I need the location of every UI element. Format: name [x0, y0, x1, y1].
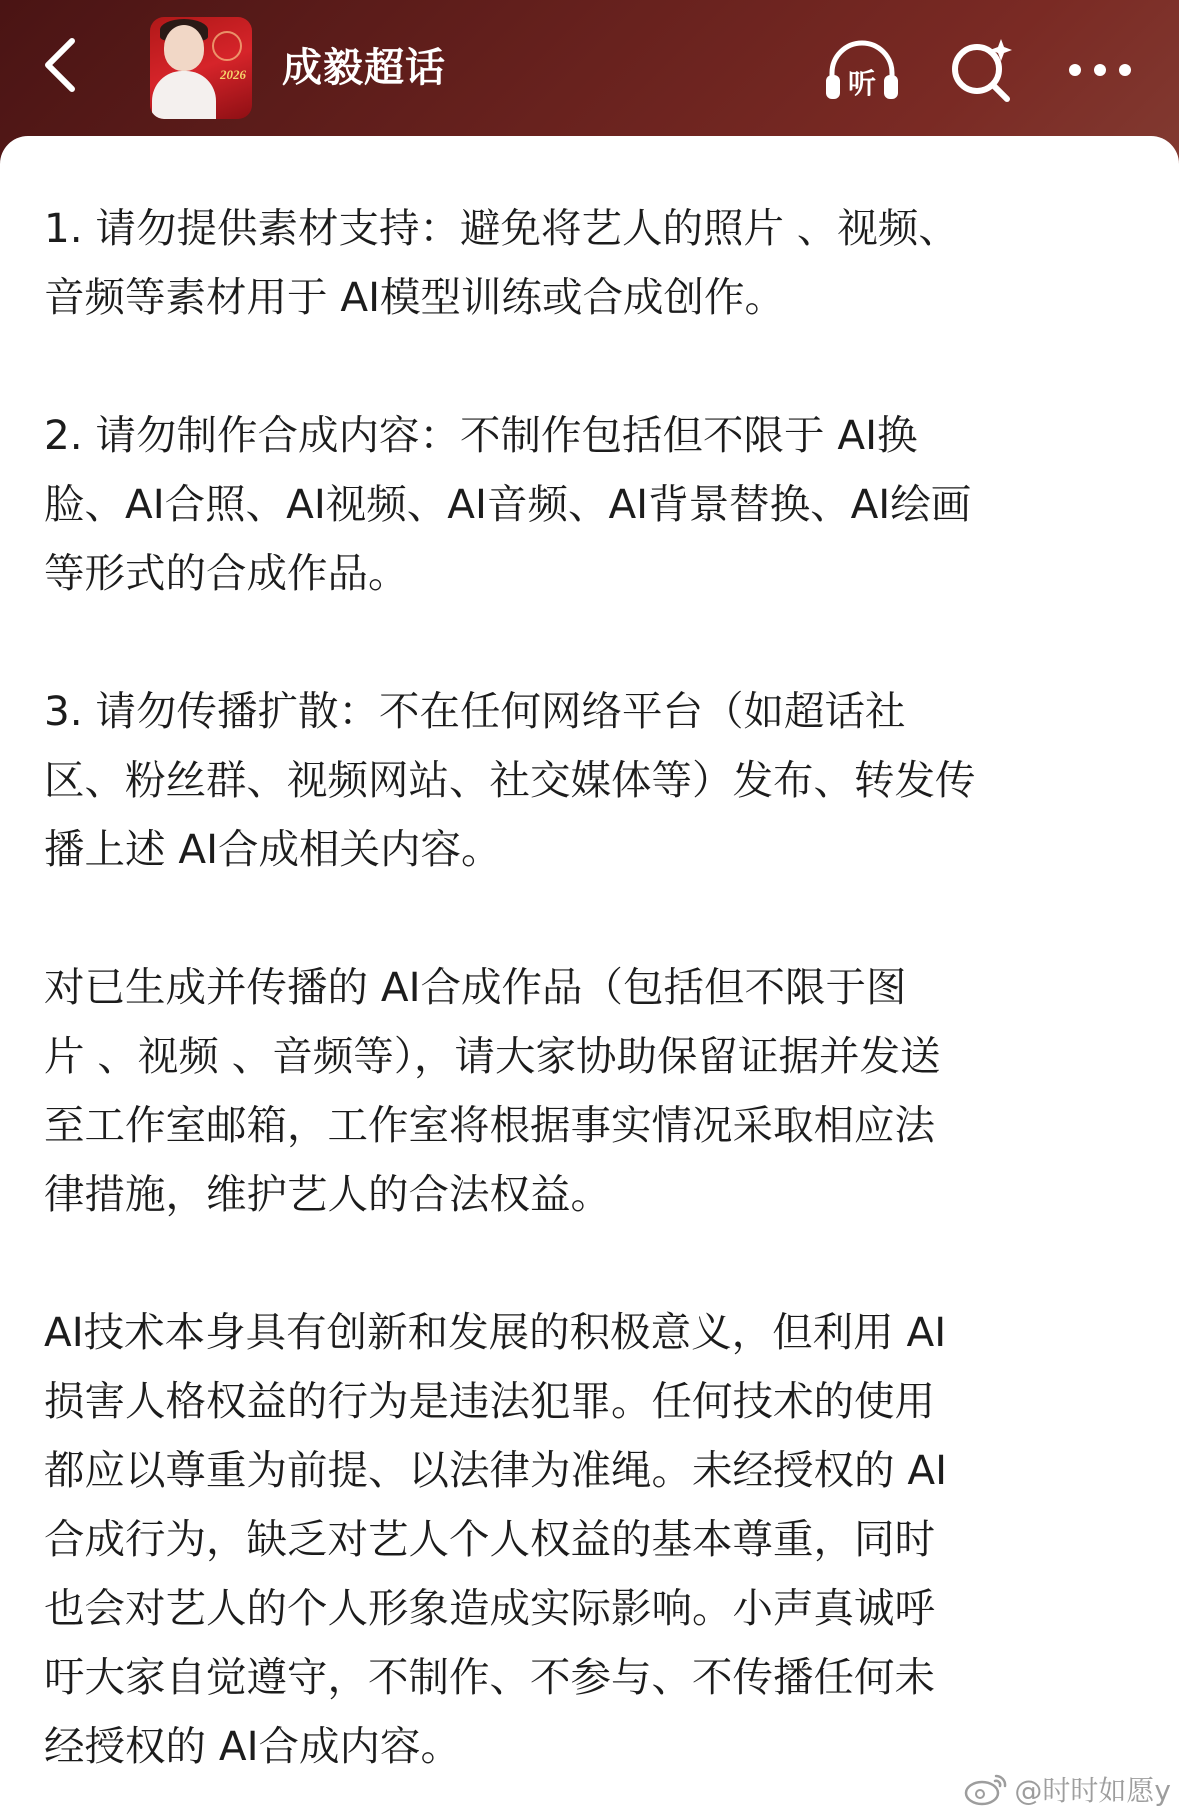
- chevron-left-icon: [40, 35, 80, 95]
- more-dots-icon: [1065, 60, 1135, 80]
- post-content: [44, 194, 1144, 1781]
- listen-label: 听: [847, 67, 877, 100]
- headphones-icon: [822, 35, 902, 105]
- paragraph-2: 2. 请勿制作合成内容：不制作包括但不限于 AI换 脸、AI合照、AI视频、AI音频、AI背景替换、AI绘画 等形式的合成作品。: [44, 411, 972, 597]
- watermark: [964, 1767, 1171, 1811]
- paragraph-4: 对已生成并传播的 AI合成作品（包括但不限于图 片 、视频 、音频等），请大家协助保留证据并发送 至工作室邮箱，工作室将根据事实情况采取相应法 律措施，维护艺人的合法权益。: [44, 963, 941, 1218]
- avatar-body: [152, 71, 216, 119]
- sparkle-decoration: [212, 31, 242, 61]
- paragraph-1: 1. 请勿提供素材支持：避免将艺人的照片 、视频、 音频等素材用于 AI模型训练或合成创作。: [44, 204, 959, 321]
- more-button[interactable]: [1060, 30, 1140, 110]
- paragraph-3: 3. 请勿传播扩散：不在任何网络平台（如超话社 区、粉丝群、视频网站、社交媒体等）发布、转发传 播上述 AI合成相关内容。: [44, 687, 976, 873]
- top-bar: [0, 0, 1179, 140]
- weibo-logo-icon: [964, 1772, 1008, 1806]
- paragraph-5: AI技术本身具有创新和发展的积极意义，但利用 AI 损害人格权益的行为是违法犯罪。任何技术的使用 都应以尊重为前提、以法律为准绳。未经授权的 AI 合成行为，缺乏对艺人个人权益的基本尊重，同时 也会对艺人的个人形象造成实际影响。小声真诚呼 吁大家自觉遵守，不制作、不参与、不传播任何未 经授权的 AI合成内容。: [44, 1308, 948, 1770]
- post-card: [0, 136, 1179, 1819]
- page-title[interactable]: 成毅超话: [282, 45, 446, 91]
- topic-avatar[interactable]: [150, 17, 252, 119]
- search-icon: [947, 35, 1017, 105]
- avatar-year-badge: 2026: [220, 67, 246, 82]
- back-button[interactable]: [30, 30, 90, 100]
- avatar-face: [164, 25, 204, 71]
- listen-button[interactable]: [822, 30, 902, 110]
- search-button[interactable]: [942, 30, 1022, 110]
- watermark-text: @时时如愿y: [1014, 1774, 1171, 1807]
